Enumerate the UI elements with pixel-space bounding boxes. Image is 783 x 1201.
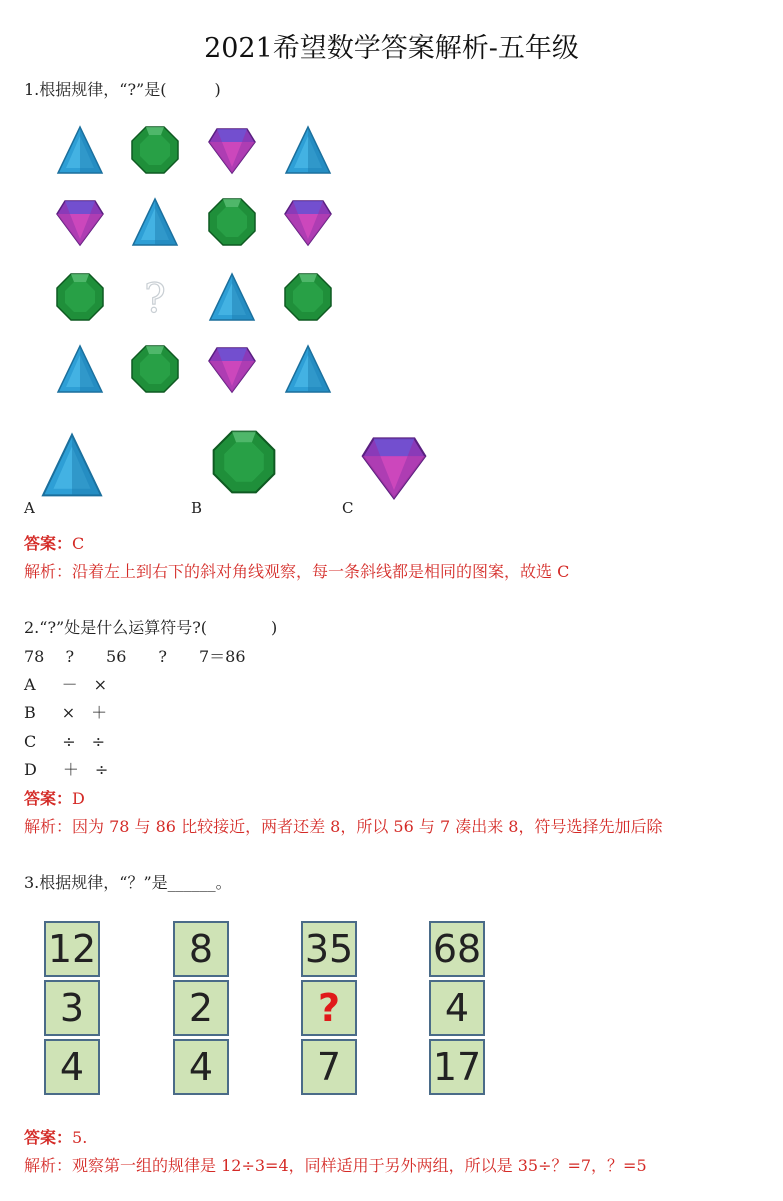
q3-explanation: 解析：观察第一组的规律是 12÷3=4，同样适用于另外两组，所以是 35÷？=7，？=5 (24, 1156, 647, 1175)
q1-grid-diamond-r2c4 (283, 197, 333, 247)
q1-grid-diamond-r2c1 (55, 197, 105, 247)
q3-unknown-cell: ? (301, 980, 357, 1036)
q1-answer (24, 531, 84, 554)
q2-option-b-ops: × ＋ (61, 703, 108, 722)
q1-unknown-symbol: ? (144, 276, 166, 322)
q1-answer-label: 答案： (24, 534, 73, 553)
q2-option-c-label: C (24, 732, 37, 751)
q3-cell-c2r2: 2 (173, 980, 229, 1036)
q2-expression: 78 ? 56 ? 7＝86 (24, 647, 246, 666)
q1-grid-triangle-r1c1 (55, 125, 105, 175)
q2-option-c (24, 729, 105, 752)
q3-cell-c1r1: 12 (44, 921, 100, 977)
q2-answer-label: 答案： (24, 789, 73, 808)
q1-grid-octagon-r4c2 (130, 344, 180, 394)
q1-grid-triangle-r1c4 (283, 125, 333, 175)
q1-explanation: 解析：沿着左上到右下的斜对角线观察，每一条斜线都是相同的图案，故选 C (24, 562, 570, 581)
q1-answer-value: C (72, 534, 85, 553)
q1-grid-triangle-r2c2 (130, 197, 180, 247)
q3-cell-c3r1: 35 (301, 921, 357, 977)
q2-option-a (24, 672, 107, 695)
q2-option-d (24, 757, 108, 780)
q1-grid-triangle-r4c4 (283, 344, 333, 394)
q2-explanation: 解析：因为 78 与 86 比较接近，两者还差 8，所以 56 与 7 凑出来 8，符号选择先加后除 (24, 817, 663, 836)
q1-option-c-diamond (360, 433, 428, 501)
q1-grid-octagon-r1c2 (130, 125, 180, 175)
q2-option-b (24, 700, 107, 723)
q1-option-c-label: C (342, 499, 354, 517)
q1-grid-octagon-r2c3 (207, 197, 257, 247)
q2-option-a-ops: － × (61, 675, 107, 694)
q1-unknown-mark (135, 272, 175, 322)
q3-cell-c1r3: 4 (44, 1039, 100, 1095)
q1-grid-octagon-r3c1 (55, 272, 105, 322)
q2-option-d-ops: ＋ ÷ (62, 760, 109, 779)
q1-grid-octagon-r3c4 (283, 272, 333, 322)
q1-option-a-triangle (39, 432, 105, 498)
q2-option-c-ops: ÷ ÷ (62, 732, 106, 751)
q2-option-b-label: B (24, 703, 36, 722)
q1-grid-triangle-r4c1 (55, 344, 105, 394)
q1-question: 1.根据规律，“?”是( ) (24, 80, 221, 99)
q3-cell-c4r3: 17 (429, 1039, 485, 1095)
q3-cell-c2r3: 4 (173, 1039, 229, 1095)
q3-cell-c4r1: 68 (429, 921, 485, 977)
q3-cell-c4r2: 4 (429, 980, 485, 1036)
q3-answer-label: 答案： (24, 1128, 73, 1147)
q3-answer (24, 1125, 87, 1148)
q3-cell-c3r3: 7 (301, 1039, 357, 1095)
q1-option-b-label: B (191, 499, 203, 517)
q3-cell-c2r1: 8 (173, 921, 229, 977)
q2-question: 2.“?”处是什么运算符号?( ) (24, 618, 278, 637)
q1-option-a-label: A (24, 499, 35, 517)
q2-answer (24, 786, 85, 809)
q1-grid-diamond-r4c3 (207, 344, 257, 394)
q1-option-b-octagon (211, 429, 277, 495)
q3-question: 3.根据规律，“？”是______。 (24, 873, 232, 892)
q2-option-d-label: D (24, 760, 37, 779)
q3-cell-c1r2: 3 (44, 980, 100, 1036)
q2-answer-value: D (72, 789, 85, 808)
q1-grid-diamond-r1c3 (207, 125, 257, 175)
page-title: 2021希望数学答案解析-五年级 (204, 33, 579, 64)
q3-answer-value: 5. (72, 1128, 88, 1147)
q1-grid-triangle-r3c3 (207, 272, 257, 322)
q2-option-a-label: A (24, 675, 36, 694)
